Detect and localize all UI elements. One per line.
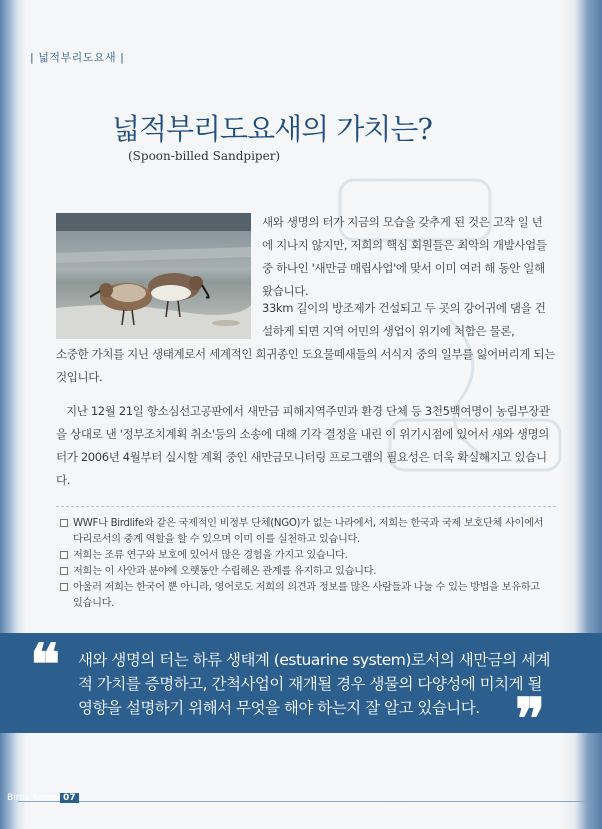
note-text: WWF나 Birdlife와 같은 국제적인 비정부 단체(NGO)가 없는 나라에서, 저희는 한국과 국제 보호단체 사이에서 다리로서의 중계 역할을 할 수 있으며 이미 이를 실천하고 있습니다. [73, 518, 544, 545]
banner-quote: 새와 생명의 터는 하류 생태계 (estuarine system)로서의 새만금의 세계적 가치를 증명하고, 간척사업이 재개될 경우 생물의 다양성에 미치게 될 영향을 설명하기 위해서 무엇을 해야 하는지 잘 알고 있습니다. [78, 651, 551, 717]
list-item [60, 580, 550, 612]
article-title: 넓적부리도요새의 가치는? [112, 112, 432, 146]
note-text: 저희는 조류 연구와 보호에 있어서 많은 경험을 가지고 있습니다. [73, 550, 348, 561]
article-paragraph: 지난 12월 21일 항소심선고공판에서 새만금 피해지역주민과 환경 단체 등 3천5백여명이 농림부장관을 상대로 낸 '정부조치계획 취소'등의 소송에 대해 기각 결정을 내린 이 위기시점에 있어서 새와 생명의 터가 2006년 4월부터 실시할 계획 중인 새만금모니터링 프로그램의 필요성은 더욱 확실해지고 있습니다. [56, 404, 550, 487]
note-text: 저희는 이 사안과 분야에 오랫동안 수립해온 관계를 유지하고 있습니다. [73, 566, 377, 577]
divider [56, 506, 556, 507]
section-label: | 넓적부리도요새 | [30, 51, 125, 64]
checkbox-icon [60, 567, 68, 575]
article-subtitle: (Spoon-billed Sandpiper) [128, 149, 281, 163]
page-number: 07 [60, 793, 79, 803]
list-item [60, 564, 550, 580]
checkbox-icon [60, 551, 68, 559]
notes-list [60, 516, 550, 612]
close-quote-icon: ❞ [515, 686, 546, 752]
article-paragraph: 새와 생명의 터가 지금의 모습을 갖추게 된 것은 고작 일 년에 지나지 않지만, 저희의 핵심 회원들은 최악의 개발사업들 중 하나인 '새만금 매립사업'에 맞서 이미 여러 해 동안 일해왔습니다. [262, 215, 547, 298]
checkbox-icon [60, 583, 68, 591]
note-text: 아울러 저희는 한국어 뿐 아니라, 영어로도 저희의 의견과 정보를 많은 사람들과 나눌 수 있는 방법을 보유하고 있습니다. [73, 582, 540, 609]
list-item [60, 516, 550, 548]
list-item [60, 548, 550, 564]
sandpiper-photo [56, 213, 251, 339]
checkbox-icon [60, 519, 68, 527]
footer-brand: Birds Korea [7, 793, 58, 803]
footer-rule [18, 801, 588, 802]
open-quote-icon: ❝ [30, 632, 61, 698]
article-paragraph: 소중한 가치를 지닌 생태계로서 세계적인 희귀종인 도요물떼새들의 서식지 중의 일부를 잃어버리게 되는 것입니다. [56, 347, 555, 384]
article-paragraph: 33km 길이의 방조제가 건설되고 두 곳의 강어귀에 댐을 건설하게 되면 지역 어민의 생업이 위기에 처함은 물론, [262, 301, 546, 338]
quote-banner [0, 632, 602, 752]
footer [7, 793, 79, 803]
